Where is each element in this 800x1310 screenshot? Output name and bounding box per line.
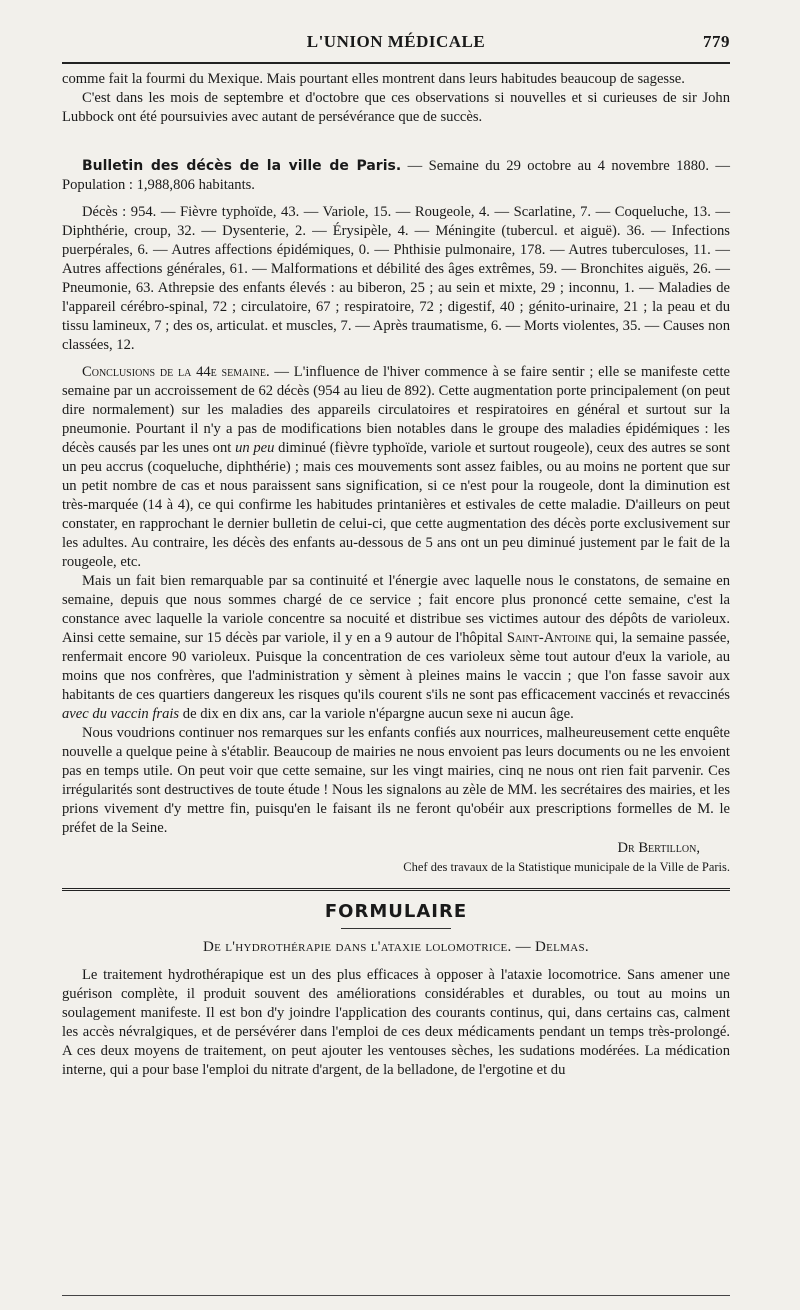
variole-text-c: de dix en dix ans, car la variole n'épargne aucun sexe ni aucun âge. [179, 706, 574, 722]
intro-paragraph-1: comme fait la fourmi du Mexique. Mais pourtant elles montrent dans leurs habitudes beaucoup de sagesse. [62, 71, 685, 87]
signature-title: Chef des travaux de la Statistique municipale de la Ville de Paris. [403, 860, 730, 874]
header-rule [62, 62, 730, 64]
variole-emphasis: avec du vaccin frais [62, 706, 180, 722]
deces-paragraph: Décès : 954. — Fièvre typhoïde, 43. — Variole, 15. — Rougeole, 4. — Scarlatine, 7. — Coqueluche, 13. — Diphthérie, croup, 32. — Dysenterie, 2. — Érysipèle, 4. — Méningite (tubercul. et aiguë). 36. — Infections puerpérales, 6. — Autres affections épidémiques, 0. — Phthisie pulmonaire, 178. — Autres tuberculoses, 11. — Autres affections générales, 61. — Malformations et débilité des âges extrêmes, 59. — Bronchites aiguës, 26. — Pneumonie, 63. Athrepsie des enfants élevés : au biberon, 25 ; au sein et mixte, 29 ; inconnu, 1. — Maladies de l'appareil cérébro-spinal, 72 ; circulatoire, 67 ; respiratoire, 72 ; digestif, 40 ; génito-urinaire, 21 ; la peau et du tissu lamineux, 7 ; des os, articulat. et muscles, 7. — Après traumatisme, 6. — Morts violentes, 35. — Causes non classées, 12. [62, 204, 730, 353]
bulletin-heading: Bulletin des décès de la ville de Paris. [82, 158, 402, 174]
formulaire-body: Le traitement hydrothérapique est un des plus efficaces à opposer à l'ataxie locomotrice. Sans amener une guérison complète, il produit souvent des améliorations considérables et durables, ou tout au moins un soulagement manifeste. Il est bon d'y joindre l'application des courants continus, qui, dans certains cas, calment les accès névralgiques, et de persévérer dans l'emploi de ces deux médicaments pendant un temps très-prolongé. A ces deux moyens de traitement, on peut ajouter les ventouses sèches, les sudations modérées. La médication interne, qui a pour base l'emploi du nitrate d'argent, de la belladone, de l'ergotine et du [62, 967, 730, 1078]
variole-text-b: qui, la semaine passée, renfermait encore 90 varioleux. Puisque la concentration de ces varioleux sème tout autour d'eux la variole, au moins que nos confrères, que l'administration y sèment à pleines mains le vaccin ; que l'on fasse savoir aux habitants de ces quartiers dangereux les risques qu'ils courent s'ils ne sont pas efficacement vaccinés et revaccinés [62, 630, 730, 703]
intro-paragraph-2: C'est dans les mois de septembre et d'octobre que ces observations si nouvelles et si curieuses de sir John Lubbock ont été poursuivies avec autant de persévérance que de succès. [62, 90, 730, 125]
variole-text-a: Mais un fait bien remarquable par sa continuité et l'énergie avec laquelle nous le constatons, de semaine en semaine, depuis que nous sommes chargé de ce service ; fait encore plus prononcé cette semaine, c'est la constance avec laquelle la variole concentre sa nocuité et distribue ses victimes autour des dépôts de varioleux. Ainsi cette semaine, sur 15 décès par variole, il y en a 9 autour de l'hôpital [62, 573, 730, 646]
footer-rule [62, 1295, 730, 1296]
page-number: 779 [703, 32, 730, 51]
conclusions-paragraph [62, 363, 730, 572]
bulletin-heading-rest: — Semaine du 29 octobre au 4 novembre 1880. — Population : 1,988,806 habitants. [62, 158, 730, 193]
bulletin-heading-paragraph [62, 157, 730, 195]
running-head [62, 28, 730, 58]
conclusions-text-2: diminué (fièvre typhoïde, variole et surtout rougeole), ceux des autres se sont un peu accrus (coqueluche, diphthérie) ; mais ces mouvements sont assez faibles, ou au moins ne portent que sur un petit nombre de cas et nous paraissent sans signification, si ce n'est pour la rougeole, dont la diminution est très-marquée (14 à 4), ce qui confirme les habitudes printanières et estivales de cette maladie. D'ailleurs on peut constater, en rapprochant le dernier bulletin de celui-ci, que cette augmentation des décès porte exclusivement sur les adultes. Au contraire, les décès des enfants au-dessous de 5 ans ont un peu diminué justement par le fait de la rougeole, etc. [62, 440, 730, 570]
conclusions-emphasis: un peu [235, 440, 275, 456]
section-divider [62, 888, 730, 893]
hospital-name: Saint-Antoine [506, 630, 592, 646]
signature-name: Dr Bertillon, [617, 840, 700, 856]
variole-paragraph [62, 572, 730, 724]
conclusions-label: Conclusions de la 44e semaine. [82, 364, 270, 380]
conclusions-text: — L'influence de l'hiver commence à se faire sentir ; elle se manifeste cette semaine par un accroissement de 62 décès (954 au lieu de 892). Cette augmentation porte principalement (on peut dire normalement) sur les maladies des appareils circulatoires et respiratoires en général et surtout sur la pneumonie. Pourtant il n'y a pas de modifications bien notables dans le groupe des maladies épidémiques : les décès causés par les unes ont [62, 364, 730, 456]
section-underline [341, 928, 451, 929]
journal-title: L'UNION MÉDICALE [306, 32, 486, 51]
section-title: FORMULAIRE [324, 901, 468, 922]
nourrices-paragraph: Nous voudrions continuer nos remarques sur les enfants confiés aux nourrices, malheureusement cette enquête nouvelle a quelque peine à s'établir. Beaucoup de mairies ne nous envoient pas leurs documents ou ne les envoient pas en temps utile. On peut voir que cette semaine, sur les vingt mairies, cinq ne nous ont rien fait parvenir. Ces irrégularités sont destructives de toute étude ! Nous les signalons au zèle de MM. les secrétaires des mairies, et les prions vivement d'y mettre fin, puisqu'en le faisant ils ne feront qu'obéir aux prescriptions formelles de M. le préfet de la Seine. [62, 725, 730, 836]
article-title: De l'hydrothérapie dans l'ataxie lolomotrice. — Delmas. [203, 939, 589, 955]
